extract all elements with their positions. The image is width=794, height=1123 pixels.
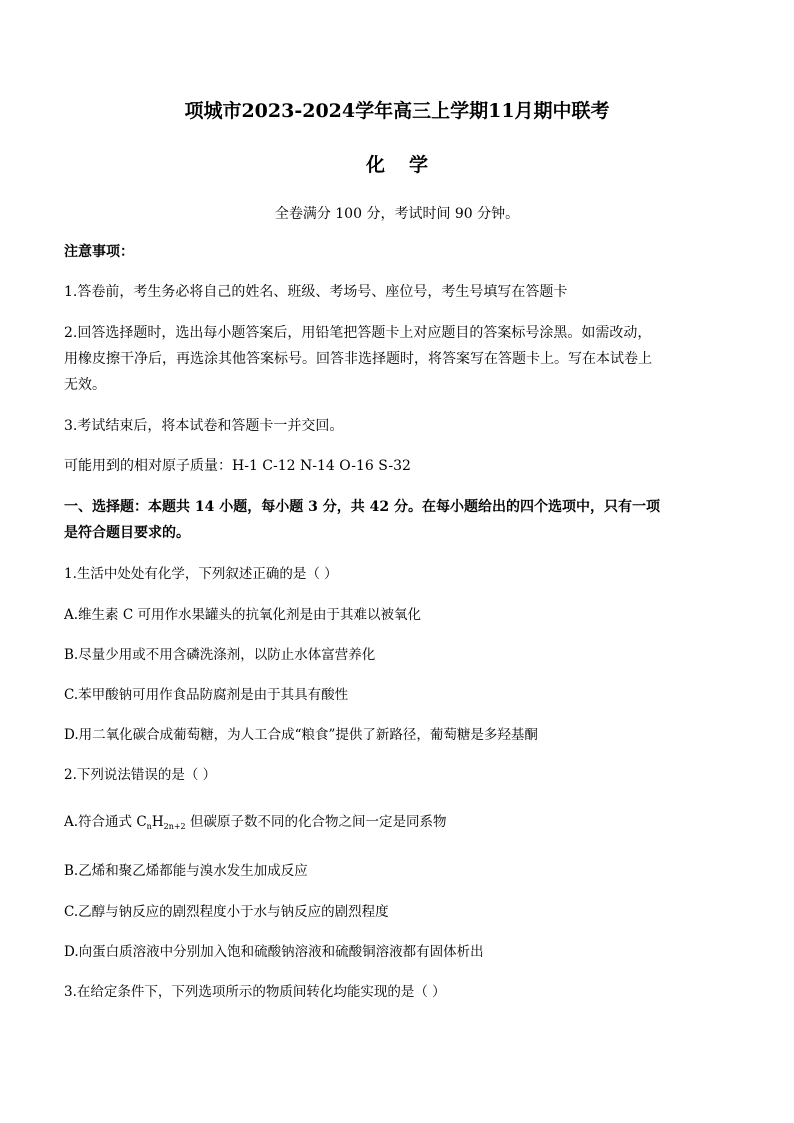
question-3-stem: 3.在给定条件下，下列选项所示的物质间转化均能实现的是（ ） (64, 984, 446, 1000)
question-1-option-a: A.维生素 C 可用作水果罐头的抗氧化剂是由于其难以被氧化 (64, 607, 421, 623)
option-a-hydrogen: H (151, 814, 164, 830)
exam-subject: 化学 (365, 154, 452, 176)
section-heading-line-1: 一、选择题：本题共 14 小题，每小题 3 分，共 42 分。在每小题给出的四个选项中，只有一项 (64, 499, 660, 515)
exam-title: 项城市2023-2024学年高三上学期11月期中联考 (184, 100, 610, 122)
notice-item-1: 1.答卷前，考生务必将自己的姓名、班级、考场号、座位号，考生号填写在答题卡 (64, 284, 568, 300)
notice-item-3: 3.考试结束后，将本试卷和答题卡一并交回。 (64, 418, 344, 434)
notice-item-2-line-3: 无效。 (64, 377, 106, 393)
notice-heading: 注意事项： (64, 244, 134, 260)
option-a-suffix: 但碳原子数不同的化合物之间一定是同系物 (185, 814, 447, 830)
question-2-option-a (64, 812, 446, 837)
exam-info: 全卷满分 100 分，考试时间 90 分钟。 (274, 206, 520, 222)
subscript-2n-plus-2: 2n+2 (163, 822, 186, 831)
notice-item-2-line-2: 用橡皮擦干净后，再选涂其他答案标号。回答非选择题时，将答案写在答题卡上。写在本试卷上 (64, 351, 652, 367)
option-a-prefix: A.符合通式 C (64, 814, 147, 830)
question-1-option-b: B.尽量少用或不用含磷洗涤剂，以防止水体富营养化 (64, 647, 376, 663)
question-1-option-c: C.苯甲酸钠可用作食品防腐剂是由于其具有酸性 (64, 687, 349, 703)
question-2-option-c: C.乙醇与钠反应的剧烈程度小于水与钠反应的剧烈程度 (64, 904, 389, 920)
section-heading-line-2: 是符合题目要求的。 (64, 525, 190, 541)
question-2-option-b: B.乙烯和聚乙烯都能与溴水发生加成反应 (64, 863, 308, 879)
atomic-mass-line: 可能用到的相对原子质量：H-1 C-12 N-14 O-16 S-32 (64, 458, 411, 474)
question-2-stem: 2.下列说法错误的是（ ） (64, 767, 217, 783)
question-1-option-d: D.用二氧化碳合成葡萄糖，为人工合成“粮食”提供了新路径，葡萄糖是多羟基酮 (64, 727, 538, 743)
question-1-stem: 1.生活中处处有化学，下列叙述正确的是（ ） (64, 566, 338, 582)
notice-item-2-line-1: 2.回答选择题时，选出每小题答案后，用铅笔把答题卡上对应题目的答案标号涂黑。如需改动， (64, 325, 652, 341)
subscript-n: n (146, 822, 152, 831)
question-2-option-d: D.向蛋白质溶液中分别加入饱和硫酸钠溶液和硫酸铜溶液都有固体析出 (64, 944, 484, 960)
